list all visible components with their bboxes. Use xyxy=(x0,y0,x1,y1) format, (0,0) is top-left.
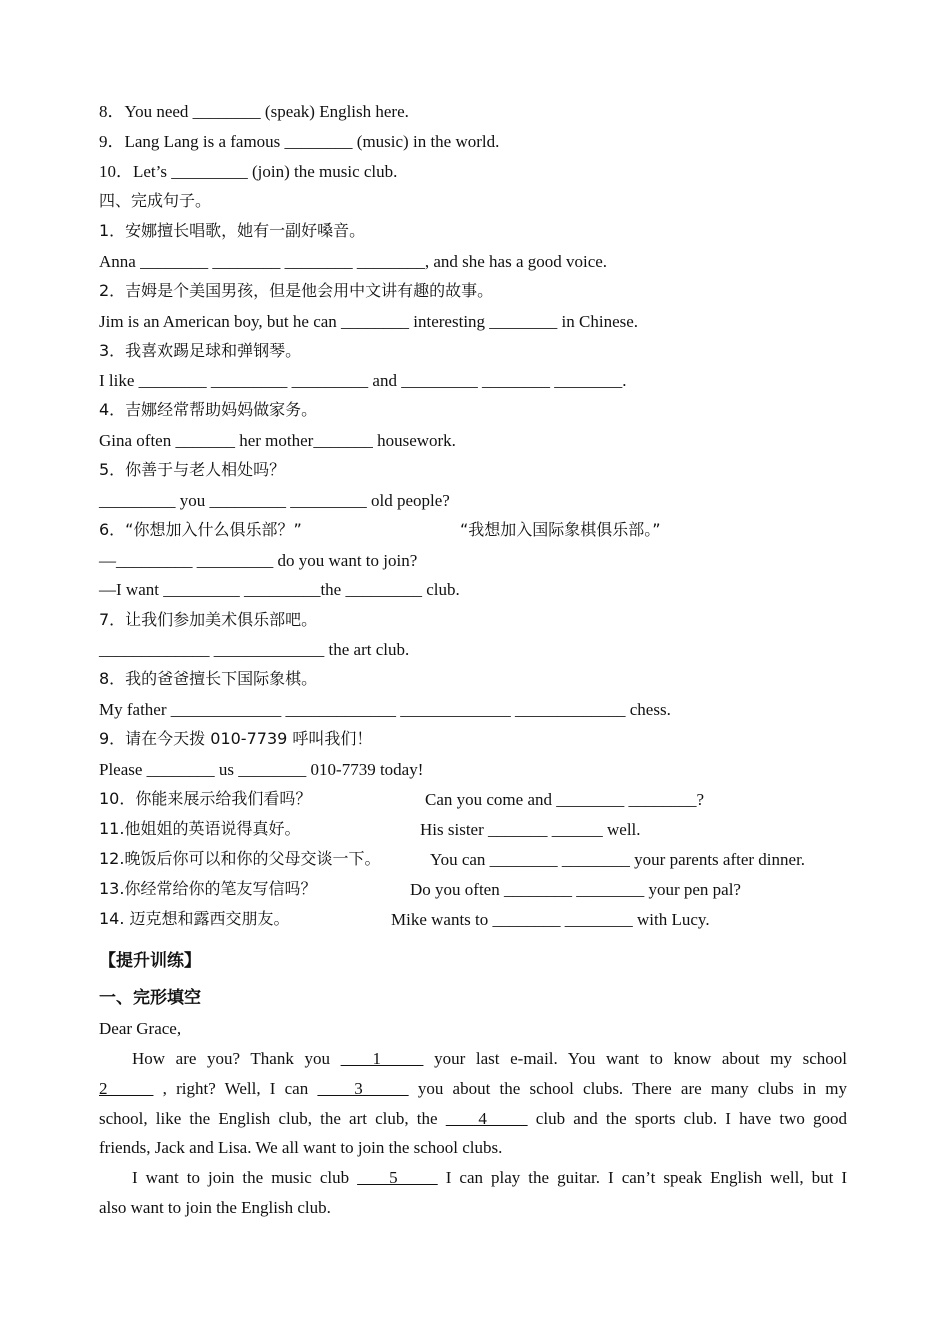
prompt-1-english: Anna ________ ________ ________ ________, and she has a good voice. xyxy=(99,252,608,271)
prompt-14-chinese: 14. 迈克想和露西交朋友。 xyxy=(99,909,290,928)
passage-text: I want to join the music club xyxy=(132,1168,350,1187)
cloze-blank-2: 2 xyxy=(99,1079,154,1098)
passage-line-2 xyxy=(99,1078,847,1100)
prompt-7-english: _____________ _____________ the art club. xyxy=(99,640,410,659)
cloze-blank-3: 3 xyxy=(317,1079,409,1098)
passage-line-4: friends, Jack and Lisa. We all want to join the school clubs. xyxy=(99,1138,503,1157)
passage-text: your last e-mail. You want to know about my school xyxy=(434,1049,848,1068)
exercise-line-10-join: 10．Let’s _________ (join) the music club. xyxy=(99,162,398,181)
passage-text: How are you? Thank you xyxy=(132,1049,330,1068)
passage-line-6: also want to join the English club. xyxy=(99,1198,331,1217)
prompt-6-english-answer: —I want _________ _________the _________ club. xyxy=(99,580,460,599)
prompt-10-chinese: 10．你能来展示给我们看吗？ xyxy=(99,789,312,808)
prompt-11-chinese: 11.他姐姐的英语说得真好。 xyxy=(99,819,301,838)
prompt-13-english: Do you often ________ ________ your pen pal? xyxy=(410,880,741,899)
exercise-line-9-music: 9．Lang Lang is a famous ________ (music) in the world. xyxy=(99,132,500,151)
prompt-6-chinese-question: 6．“你想加入什么俱乐部？” xyxy=(99,520,302,539)
prompt-5-english: _________ you _________ _________ old people? xyxy=(99,491,450,510)
prompt-12-chinese: 12.晚饭后你可以和你的父母交谈一下。 xyxy=(99,849,381,868)
passage-text: I can play the guitar. I can’t speak English well, but I xyxy=(445,1168,848,1187)
section-heading-complete-sentences: 四、完成句子。 xyxy=(99,191,212,210)
prompt-2-chinese: 2．吉姆是个美国男孩，但是他会用中文讲有趣的故事。 xyxy=(99,281,494,300)
prompt-2-english: Jim is an American boy, but he can ________ interesting ________ in Chinese. xyxy=(99,312,639,331)
prompt-9-english: Please ________ us ________ 010-7739 today! xyxy=(99,760,424,779)
prompt-5-chinese: 5．你善于与老人相处吗？ xyxy=(99,460,286,479)
prompt-3-english: I like ________ _________ _________ and _________ ________ ________. xyxy=(99,371,627,390)
prompt-7-chinese: 7．让我们参加美术俱乐部吧。 xyxy=(99,610,318,629)
cloze-blank-4: 4 xyxy=(445,1109,528,1128)
prompt-9-chinese: 9．请在今天拨 010-7739 呼叫我们！ xyxy=(99,729,373,748)
passage-text: you about the school clubs. There are many clubs in my xyxy=(417,1079,848,1098)
passage-line-5 xyxy=(99,1167,847,1189)
passage-text: , right? Well, I can xyxy=(162,1079,309,1098)
exercise-line-8-speak: 8．You need ________ (speak) English here. xyxy=(99,102,409,121)
prompt-1-chinese: 1．安娜擅长唱歌，她有一副好嗓音。 xyxy=(99,221,366,240)
prompt-4-english: Gina often _______ her mother_______ housework. xyxy=(99,431,456,450)
cloze-blank-1: 1 xyxy=(340,1049,424,1068)
prompt-12-english: You can ________ ________ your parents after dinner. xyxy=(430,850,806,869)
section-title: 【提升训练】 xyxy=(99,951,201,971)
prompt-10-english: Can you come and ________ ________? xyxy=(425,790,705,809)
prompt-6-chinese-answer: “我想加入国际象棋俱乐部。” xyxy=(460,520,661,539)
prompt-8-english: My father _____________ _____________ _____________ _____________ chess. xyxy=(99,700,671,719)
section-subtitle: 一、完形填空 xyxy=(99,988,201,1008)
prompt-3-chinese: 3．我喜欢踢足球和弹钢琴。 xyxy=(99,341,302,360)
passage-line-3 xyxy=(99,1108,847,1130)
letter-salutation: Dear Grace, xyxy=(99,1019,182,1038)
prompt-6-english-question: —_________ _________ do you want to join? xyxy=(99,551,418,570)
prompt-8-chinese: 8．我的爸爸擅长下国际象棋。 xyxy=(99,669,318,688)
passage-text: club and the sports club. I have two good xyxy=(535,1109,848,1128)
passage-line-1 xyxy=(99,1048,847,1070)
cloze-blank-5: 5 xyxy=(357,1168,438,1187)
prompt-11-english: His sister _______ ______ well. xyxy=(420,820,641,839)
prompt-14-english: Mike wants to ________ ________ with Lucy. xyxy=(391,910,710,929)
prompt-13-chinese: 13.你经常给你的笔友写信吗？ xyxy=(99,879,317,898)
prompt-4-chinese: 4．吉娜经常帮助妈妈做家务。 xyxy=(99,400,318,419)
passage-text: school, like the English club, the art club, the xyxy=(99,1109,438,1128)
